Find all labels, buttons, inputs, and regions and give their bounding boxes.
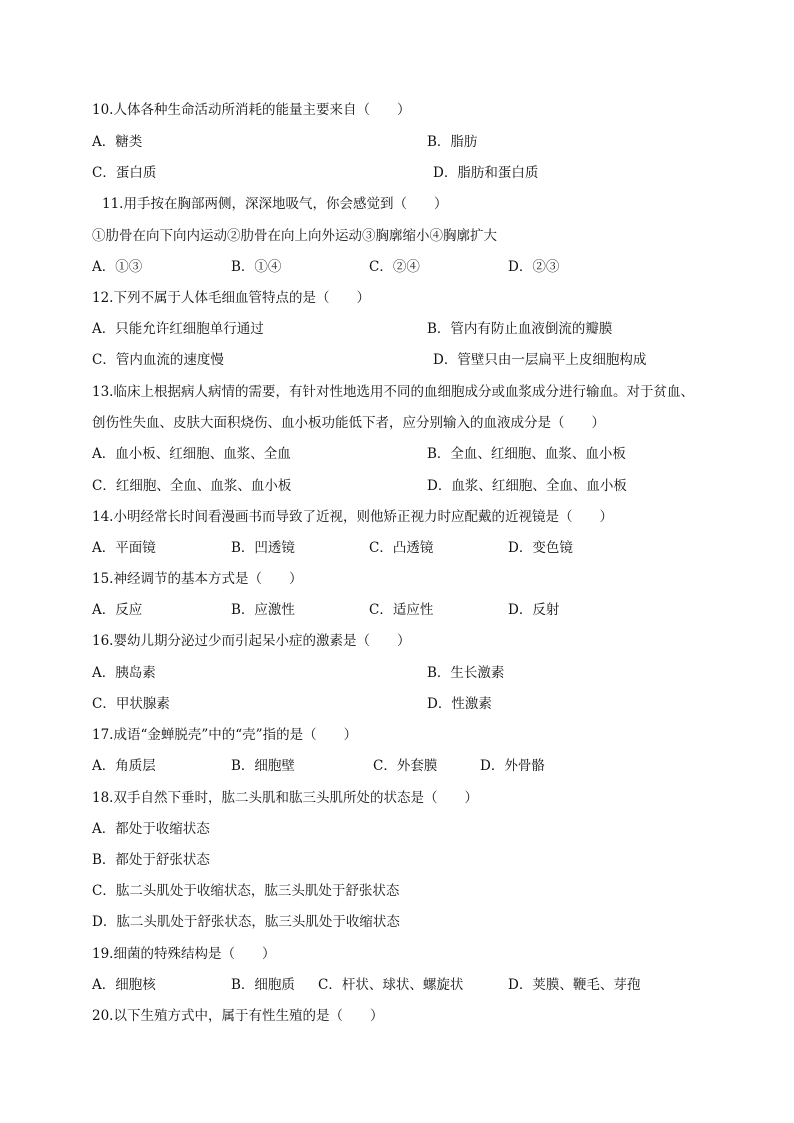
question-15-option-b: B．应激性 [231,602,295,618]
question-16-option-d: D．性激素 [427,696,492,712]
question-12-stem: 12.下列不属于人体毛细血管特点的是（ ） [92,290,370,306]
question-19-option-a: A．细胞核 [92,977,156,993]
question-14-stem: 14.小明经常长时间看漫画书而导致了近视，则他矫正视力时应配戴的近视镜是（ ） [92,509,613,525]
question-18-option-d: D．肱二头肌处于舒张状态，肱三头肌处于收缩状态 [92,914,400,930]
question-13-option-c: C．红细胞、全血、血浆、血小板 [92,478,292,494]
question-13-stem-line-2: 创伤性失血、皮肤大面积烧伤、血小板功能低下者，应分别输入的血液成分是（ ） [92,415,605,431]
question-10-option-d: D．脂肪和蛋白质 [433,165,539,181]
question-10-option-b: B．脂肪 [427,134,478,150]
question-19-stem: 19.细菌的特殊结构是（ ） [92,946,276,962]
question-16-stem: 16.婴幼儿期分泌过少而引起呆小症的激素是（ ） [92,633,411,649]
question-12-option-a: A．只能允许红细胞单行通过 [92,321,264,337]
question-17-option-c: C．外套膜 [373,758,438,774]
question-13-stem-line-1: 13.临床上根据病人病情的需要，有针对性地选用不同的血细胞成分或血浆成分进行输血。对于贫血、 [92,384,694,400]
question-14-option-c: C．凸透镜 [369,540,434,556]
question-13-option-a: A．血小板、红细胞、血浆、全血 [92,446,291,462]
question-13-option-d: D．血浆、红细胞、全血、血小板 [427,478,627,494]
question-16-option-a: A．胰岛素 [92,665,156,681]
question-14-option-d: D．变色镜 [508,540,573,556]
question-15-option-c: C．适应性 [369,602,434,618]
question-12-option-c: C．管内血流的速度慢 [92,352,224,368]
question-13-option-b: B．全血、红细胞、血浆、血小板 [427,446,626,462]
question-12-option-d: D．管壁只由一层扁平上皮细胞构成 [433,352,647,368]
question-19-option-b: B．细胞质 [231,977,295,993]
question-19-option-c: C．杆状、球状、螺旋状 [318,977,464,993]
question-17-option-d: D．外骨骼 [480,758,545,774]
question-18-option-b: B．都处于舒张状态 [92,852,210,868]
question-15-stem: 15.神经调节的基本方式是（ ） [92,571,303,587]
question-11-option-a: A．①③ [92,259,143,275]
question-18-stem: 18.双手自然下垂时，肱二头肌和肱三头肌所处的状态是（ ） [92,790,478,806]
question-17-option-a: A．角质层 [92,758,156,774]
question-10-option-c: C．蛋白质 [92,165,157,181]
question-20-stem: 20.以下生殖方式中，属于有性生殖的是（ ） [92,1008,384,1024]
question-11-option-b: B．①④ [231,259,282,275]
question-11-option-d: D．②③ [508,259,560,275]
question-12-option-b: B．管内有防止血液倒流的瓣膜 [427,321,613,337]
question-11-statements: ①肋骨在向下向内运动②肋骨在向上向外运动③胸廓缩小④胸廓扩大 [92,228,497,244]
question-16-option-c: C．甲状腺素 [92,696,170,712]
question-10-stem: 10.人体各种生命活动所消耗的能量主要来自（ ） [92,102,411,118]
question-19-option-d: D．荚膜、鞭毛、芽孢 [508,977,641,993]
question-17-stem: 17.成语“金蝉脱壳”中的“壳”指的是（ ） [92,727,358,743]
question-10-option-a: A．糖类 [92,134,143,150]
question-18-option-a: A．都处于收缩状态 [92,821,210,837]
question-14-option-b: B．凹透镜 [231,540,295,556]
question-15-option-a: A．反应 [92,602,143,618]
question-11-option-c: C．②④ [369,259,420,275]
question-14-option-a: A．平面镜 [92,540,156,556]
question-16-option-b: B．生长激素 [427,665,505,681]
question-17-option-b: B．细胞壁 [231,758,295,774]
question-15-option-d: D．反射 [508,602,560,618]
question-18-option-c: C．肱二头肌处于收缩状态，肱三头肌处于舒张状态 [92,883,400,899]
question-11-stem: 11.用手按在胸部两侧，深深地吸气，你会感觉到（ ） [102,196,448,212]
